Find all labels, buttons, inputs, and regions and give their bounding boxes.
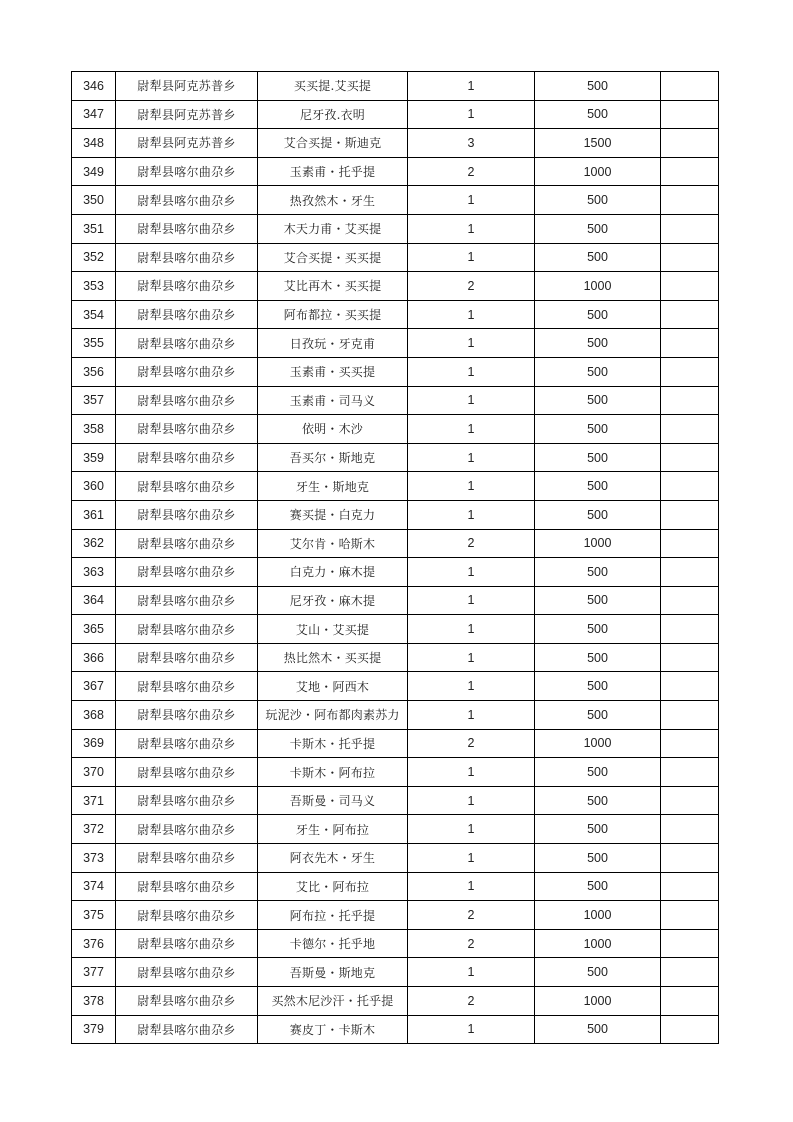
amount-cell: 500	[535, 100, 661, 129]
serial-number-cell: 348	[72, 129, 116, 158]
township-cell: 尉犁县喀尔曲尕乡	[116, 929, 258, 958]
count-cell: 1	[408, 72, 535, 101]
serial-number-cell: 363	[72, 558, 116, 587]
count-cell: 1	[408, 186, 535, 215]
table-row	[72, 157, 719, 186]
township-cell: 尉犁县喀尔曲尕乡	[116, 243, 258, 272]
township-cell: 尉犁县喀尔曲尕乡	[116, 300, 258, 329]
amount-cell: 500	[535, 958, 661, 987]
township-cell: 尉犁县喀尔曲尕乡	[116, 844, 258, 873]
person-name-cell: 阿衣先木・牙生	[258, 844, 408, 873]
count-cell: 2	[408, 929, 535, 958]
serial-number-cell: 355	[72, 329, 116, 358]
amount-cell: 500	[535, 872, 661, 901]
table-row	[72, 615, 719, 644]
serial-number-cell: 362	[72, 529, 116, 558]
table-row	[72, 901, 719, 930]
township-cell: 尉犁县喀尔曲尕乡	[116, 672, 258, 701]
township-cell: 尉犁县喀尔曲尕乡	[116, 272, 258, 301]
person-name-cell: 吾买尔・斯地克	[258, 443, 408, 472]
amount-cell: 500	[535, 186, 661, 215]
count-cell: 1	[408, 815, 535, 844]
remarks-cell	[661, 1015, 719, 1044]
count-cell: 2	[408, 157, 535, 186]
table-row	[72, 844, 719, 873]
serial-number-cell: 373	[72, 844, 116, 873]
amount-cell: 500	[535, 815, 661, 844]
remarks-cell	[661, 243, 719, 272]
count-cell: 1	[408, 500, 535, 529]
table-row	[72, 415, 719, 444]
township-cell: 尉犁县喀尔曲尕乡	[116, 901, 258, 930]
count-cell: 1	[408, 672, 535, 701]
township-cell: 尉犁县喀尔曲尕乡	[116, 214, 258, 243]
serial-number-cell: 361	[72, 500, 116, 529]
remarks-cell	[661, 758, 719, 787]
remarks-cell	[661, 100, 719, 129]
table-row	[72, 329, 719, 358]
remarks-cell	[661, 129, 719, 158]
table-row	[72, 815, 719, 844]
serial-number-cell: 350	[72, 186, 116, 215]
table-row	[72, 929, 719, 958]
person-name-cell: 艾合买提・斯迪克	[258, 129, 408, 158]
person-name-cell: 阿布都拉・买买提	[258, 300, 408, 329]
person-name-cell: 卡斯木・托乎提	[258, 729, 408, 758]
remarks-cell	[661, 415, 719, 444]
count-cell: 2	[408, 529, 535, 558]
table-row	[72, 529, 719, 558]
serial-number-cell: 359	[72, 443, 116, 472]
amount-cell: 500	[535, 615, 661, 644]
table-row	[72, 300, 719, 329]
serial-number-cell: 371	[72, 786, 116, 815]
amount-cell: 500	[535, 786, 661, 815]
person-name-cell: 木天力甫・艾买提	[258, 214, 408, 243]
remarks-cell	[661, 844, 719, 873]
person-name-cell: 艾尔肯・哈斯木	[258, 529, 408, 558]
person-name-cell: 吾斯曼・司马义	[258, 786, 408, 815]
amount-cell: 500	[535, 443, 661, 472]
count-cell: 1	[408, 472, 535, 501]
count-cell: 2	[408, 901, 535, 930]
count-cell: 2	[408, 987, 535, 1016]
amount-cell: 1000	[535, 529, 661, 558]
township-cell: 尉犁县喀尔曲尕乡	[116, 615, 258, 644]
table-row	[72, 1015, 719, 1044]
remarks-cell	[661, 272, 719, 301]
person-name-cell: 艾山・艾买提	[258, 615, 408, 644]
amount-cell: 500	[535, 357, 661, 386]
remarks-cell	[661, 558, 719, 587]
count-cell: 1	[408, 558, 535, 587]
count-cell: 1	[408, 300, 535, 329]
amount-cell: 500	[535, 558, 661, 587]
remarks-cell	[661, 386, 719, 415]
person-name-cell: 赛买提・白克力	[258, 500, 408, 529]
person-name-cell: 热比然木・买买提	[258, 643, 408, 672]
table-row	[72, 243, 719, 272]
amount-cell: 500	[535, 72, 661, 101]
amount-cell: 500	[535, 701, 661, 730]
amount-cell: 500	[535, 214, 661, 243]
township-cell: 尉犁县喀尔曲尕乡	[116, 529, 258, 558]
township-cell: 尉犁县喀尔曲尕乡	[116, 415, 258, 444]
count-cell: 1	[408, 615, 535, 644]
table-row	[72, 500, 719, 529]
person-name-cell: 艾比・阿布拉	[258, 872, 408, 901]
remarks-cell	[661, 300, 719, 329]
serial-number-cell: 346	[72, 72, 116, 101]
person-name-cell: 赛皮丁・卡斯木	[258, 1015, 408, 1044]
serial-number-cell: 375	[72, 901, 116, 930]
remarks-cell	[661, 701, 719, 730]
count-cell: 1	[408, 872, 535, 901]
serial-number-cell: 360	[72, 472, 116, 501]
table-row	[72, 729, 719, 758]
person-name-cell: 吾斯曼・斯地克	[258, 958, 408, 987]
person-name-cell: 阿布拉・托乎提	[258, 901, 408, 930]
township-cell: 尉犁县喀尔曲尕乡	[116, 758, 258, 787]
township-cell: 尉犁县喀尔曲尕乡	[116, 472, 258, 501]
remarks-cell	[661, 901, 719, 930]
person-name-cell: 日孜玩・牙克甫	[258, 329, 408, 358]
table-row	[72, 987, 719, 1016]
table-row	[72, 586, 719, 615]
serial-number-cell: 378	[72, 987, 116, 1016]
table-row	[72, 100, 719, 129]
count-cell: 1	[408, 701, 535, 730]
serial-number-cell: 372	[72, 815, 116, 844]
serial-number-cell: 347	[72, 100, 116, 129]
person-name-cell: 牙生・斯地克	[258, 472, 408, 501]
amount-cell: 500	[535, 415, 661, 444]
serial-number-cell: 377	[72, 958, 116, 987]
amount-cell: 1000	[535, 987, 661, 1016]
count-cell: 1	[408, 100, 535, 129]
count-cell: 1	[408, 243, 535, 272]
serial-number-cell: 358	[72, 415, 116, 444]
township-cell: 尉犁县喀尔曲尕乡	[116, 329, 258, 358]
township-cell: 尉犁县喀尔曲尕乡	[116, 729, 258, 758]
township-cell: 尉犁县喀尔曲尕乡	[116, 987, 258, 1016]
count-cell: 1	[408, 958, 535, 987]
township-cell: 尉犁县阿克苏普乡	[116, 129, 258, 158]
table-row	[72, 357, 719, 386]
township-cell: 尉犁县喀尔曲尕乡	[116, 872, 258, 901]
township-cell: 尉犁县喀尔曲尕乡	[116, 357, 258, 386]
amount-cell: 1000	[535, 157, 661, 186]
person-name-cell: 玉素甫・买买提	[258, 357, 408, 386]
remarks-cell	[661, 157, 719, 186]
person-name-cell: 牙生・阿布拉	[258, 815, 408, 844]
person-name-cell: 玉素甫・托乎提	[258, 157, 408, 186]
remarks-cell	[661, 786, 719, 815]
count-cell: 1	[408, 329, 535, 358]
amount-cell: 500	[535, 329, 661, 358]
remarks-cell	[661, 529, 719, 558]
table-row	[72, 186, 719, 215]
amount-cell: 500	[535, 500, 661, 529]
person-name-cell: 买买提.艾买提	[258, 72, 408, 101]
remarks-cell	[661, 615, 719, 644]
count-cell: 1	[408, 415, 535, 444]
table-row	[72, 386, 719, 415]
township-cell: 尉犁县喀尔曲尕乡	[116, 186, 258, 215]
serial-number-cell: 353	[72, 272, 116, 301]
amount-cell: 1000	[535, 901, 661, 930]
table-row	[72, 958, 719, 987]
remarks-cell	[661, 672, 719, 701]
table-row	[72, 129, 719, 158]
count-cell: 1	[408, 844, 535, 873]
person-name-cell: 买然木尼沙汗・托乎提	[258, 987, 408, 1016]
table-row	[72, 558, 719, 587]
remarks-cell	[661, 500, 719, 529]
remarks-cell	[661, 815, 719, 844]
township-cell: 尉犁县阿克苏普乡	[116, 72, 258, 101]
table-row	[72, 758, 719, 787]
township-cell: 尉犁县喀尔曲尕乡	[116, 786, 258, 815]
person-name-cell: 玉素甫・司马义	[258, 386, 408, 415]
township-cell: 尉犁县喀尔曲尕乡	[116, 443, 258, 472]
serial-number-cell: 357	[72, 386, 116, 415]
amount-cell: 500	[535, 643, 661, 672]
remarks-cell	[661, 214, 719, 243]
count-cell: 1	[408, 1015, 535, 1044]
township-cell: 尉犁县喀尔曲尕乡	[116, 701, 258, 730]
serial-number-cell: 368	[72, 701, 116, 730]
amount-cell: 500	[535, 472, 661, 501]
amount-cell: 1000	[535, 272, 661, 301]
township-cell: 尉犁县喀尔曲尕乡	[116, 1015, 258, 1044]
amount-cell: 1500	[535, 129, 661, 158]
township-cell: 尉犁县阿克苏普乡	[116, 100, 258, 129]
serial-number-cell: 354	[72, 300, 116, 329]
amount-cell: 500	[535, 844, 661, 873]
table-row	[72, 643, 719, 672]
table-row	[72, 672, 719, 701]
roster-table-body	[72, 72, 719, 1044]
amount-cell: 500	[535, 300, 661, 329]
count-cell: 2	[408, 272, 535, 301]
count-cell: 1	[408, 786, 535, 815]
roster-table	[71, 71, 719, 1044]
township-cell: 尉犁县喀尔曲尕乡	[116, 500, 258, 529]
serial-number-cell: 351	[72, 214, 116, 243]
table-row	[72, 872, 719, 901]
township-cell: 尉犁县喀尔曲尕乡	[116, 643, 258, 672]
person-name-cell: 玩泥沙・阿布都肉素苏力	[258, 701, 408, 730]
remarks-cell	[661, 72, 719, 101]
remarks-cell	[661, 958, 719, 987]
serial-number-cell: 379	[72, 1015, 116, 1044]
serial-number-cell: 356	[72, 357, 116, 386]
table-row	[72, 701, 719, 730]
remarks-cell	[661, 186, 719, 215]
township-cell: 尉犁县喀尔曲尕乡	[116, 958, 258, 987]
remarks-cell	[661, 729, 719, 758]
count-cell: 1	[408, 443, 535, 472]
person-name-cell: 尼牙孜・麻木提	[258, 586, 408, 615]
table-row	[72, 472, 719, 501]
township-cell: 尉犁县喀尔曲尕乡	[116, 157, 258, 186]
count-cell: 1	[408, 357, 535, 386]
serial-number-cell: 349	[72, 157, 116, 186]
table-row	[72, 786, 719, 815]
person-name-cell: 艾比再木・买买提	[258, 272, 408, 301]
person-name-cell: 卡德尔・托乎地	[258, 929, 408, 958]
remarks-cell	[661, 586, 719, 615]
amount-cell: 1000	[535, 929, 661, 958]
serial-number-cell: 365	[72, 615, 116, 644]
township-cell: 尉犁县喀尔曲尕乡	[116, 558, 258, 587]
person-name-cell: 尼牙孜.衣明	[258, 100, 408, 129]
person-name-cell: 艾合买提・买买提	[258, 243, 408, 272]
count-cell: 1	[408, 214, 535, 243]
amount-cell: 500	[535, 386, 661, 415]
serial-number-cell: 367	[72, 672, 116, 701]
amount-cell: 500	[535, 758, 661, 787]
serial-number-cell: 374	[72, 872, 116, 901]
remarks-cell	[661, 643, 719, 672]
amount-cell: 500	[535, 1015, 661, 1044]
count-cell: 1	[408, 758, 535, 787]
township-cell: 尉犁县喀尔曲尕乡	[116, 386, 258, 415]
serial-number-cell: 376	[72, 929, 116, 958]
serial-number-cell: 364	[72, 586, 116, 615]
person-name-cell: 依明・木沙	[258, 415, 408, 444]
serial-number-cell: 370	[72, 758, 116, 787]
township-cell: 尉犁县喀尔曲尕乡	[116, 586, 258, 615]
person-name-cell: 艾地・阿西木	[258, 672, 408, 701]
table-row	[72, 443, 719, 472]
remarks-cell	[661, 472, 719, 501]
serial-number-cell: 352	[72, 243, 116, 272]
table-row	[72, 272, 719, 301]
serial-number-cell: 366	[72, 643, 116, 672]
remarks-cell	[661, 929, 719, 958]
count-cell: 2	[408, 729, 535, 758]
remarks-cell	[661, 872, 719, 901]
remarks-cell	[661, 357, 719, 386]
remarks-cell	[661, 443, 719, 472]
count-cell: 1	[408, 586, 535, 615]
count-cell: 1	[408, 643, 535, 672]
amount-cell: 1000	[535, 729, 661, 758]
serial-number-cell: 369	[72, 729, 116, 758]
table-row	[72, 72, 719, 101]
amount-cell: 500	[535, 243, 661, 272]
amount-cell: 500	[535, 586, 661, 615]
amount-cell: 500	[535, 672, 661, 701]
person-name-cell: 白克力・麻木提	[258, 558, 408, 587]
count-cell: 3	[408, 129, 535, 158]
remarks-cell	[661, 329, 719, 358]
township-cell: 尉犁县喀尔曲尕乡	[116, 815, 258, 844]
count-cell: 1	[408, 386, 535, 415]
remarks-cell	[661, 987, 719, 1016]
table-row	[72, 214, 719, 243]
person-name-cell: 热孜然木・牙生	[258, 186, 408, 215]
person-name-cell: 卡斯木・阿布拉	[258, 758, 408, 787]
